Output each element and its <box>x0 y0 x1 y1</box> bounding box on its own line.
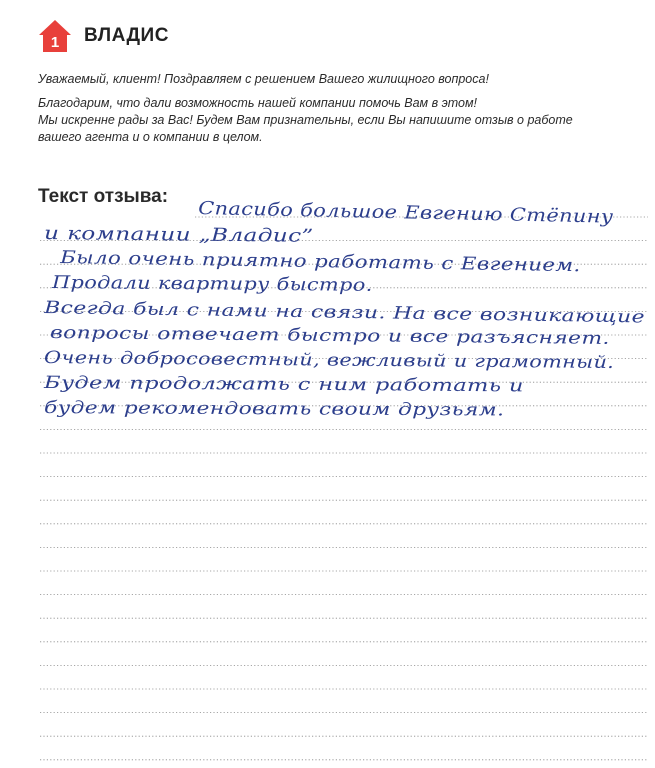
handwritten-line: Всегда был с нами на связи. На все возникающие <box>44 298 646 328</box>
handwritten-line: вопросы отвечает быстро и все разъясняет. <box>50 323 610 349</box>
handwritten-line: Продали квартиру быстро. <box>52 273 373 296</box>
intro-line-3: вашего агента и о компании в целом. <box>38 130 263 144</box>
handwritten-line: и компании „Владис” <box>44 223 314 247</box>
handwritten-line: Было очень приятно работать с Евгением. <box>60 248 581 277</box>
brand-name: ВЛАДИС <box>84 25 169 46</box>
handwritten-line: Очень добросовестный, вежливый и грамотный. <box>44 348 615 373</box>
intro-line-2: Мы искренне рады за Вас! Будем Вам признательны, если Вы напишите отзыв о работе <box>38 113 573 127</box>
review-title: Текст отзыва: <box>38 186 169 207</box>
intro-line-1: Благодарим, что дали возможность нашей компании помочь Вам в этом! <box>38 96 478 110</box>
intro-greeting: Уважаемый, клиент! Поздравляем с решением Вашего жилищного вопроса! <box>38 72 489 86</box>
logo-glyph: 1 <box>50 34 60 51</box>
handwritten-line: Спасибо большое Евгению Стёпину <box>198 198 614 228</box>
handwritten-line: Будем продолжать с ним работать и <box>44 373 524 397</box>
handwritten-line: будем рекомендовать своим друзьям. <box>44 398 505 421</box>
